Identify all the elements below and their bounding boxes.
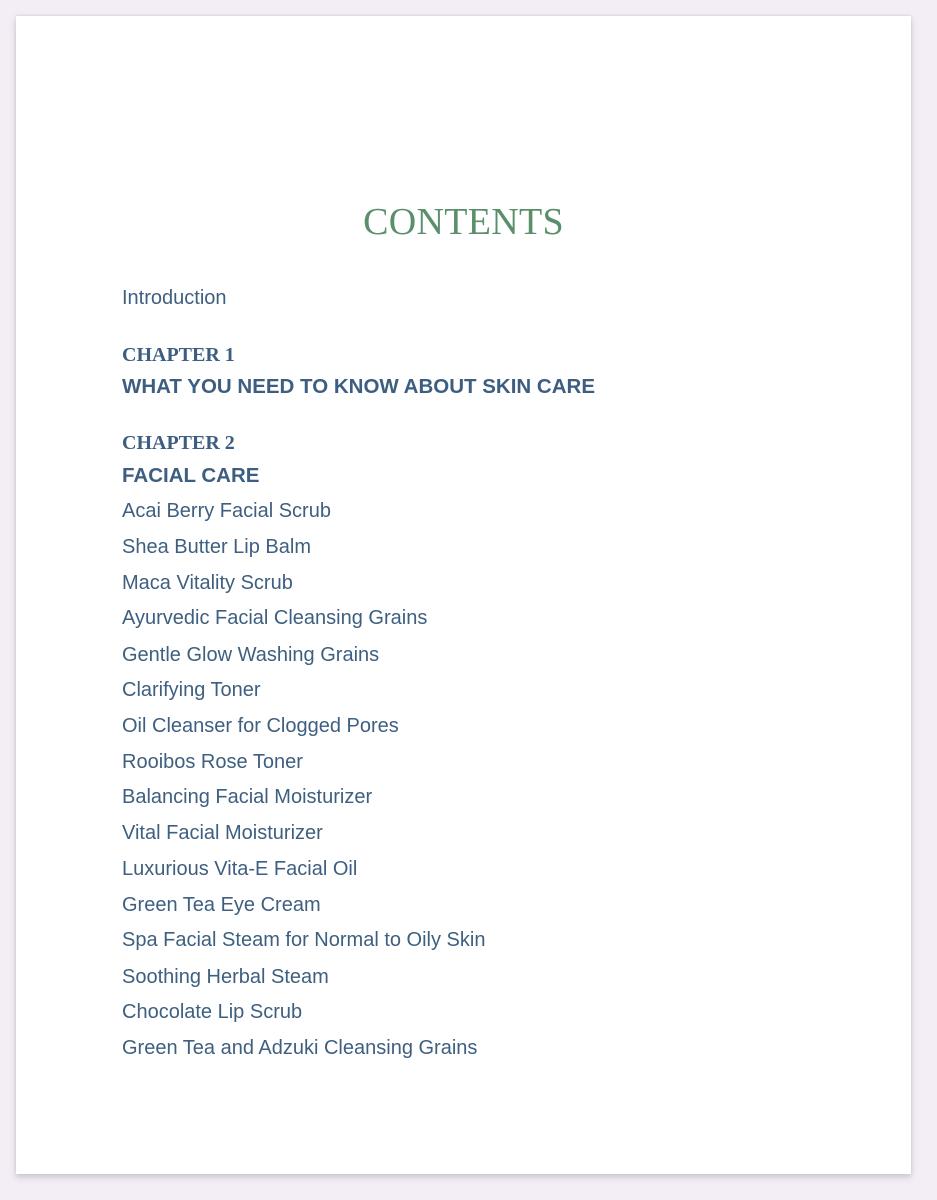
page-title: CONTENTS <box>363 201 564 243</box>
toc-item[interactable]: Shea Butter Lip Balm <box>122 536 311 558</box>
toc-item[interactable]: Maca Vitality Scrub <box>122 572 293 594</box>
toc-chapter-1-title[interactable]: WHAT YOU NEED TO KNOW ABOUT SKIN CARE <box>122 375 596 398</box>
document-page <box>16 16 911 1174</box>
toc-item[interactable]: Gentle Glow Washing Grains <box>122 644 380 666</box>
toc-item[interactable]: Balancing Facial Moisturizer <box>122 786 373 808</box>
toc-item[interactable]: Clarifying Toner <box>122 679 261 701</box>
toc-entry-introduction[interactable]: Introduction <box>122 287 227 309</box>
toc-chapter-2-title[interactable]: FACIAL CARE <box>122 464 260 487</box>
toc-item[interactable]: Acai Berry Facial Scrub <box>122 500 331 522</box>
toc-chapter-1-label[interactable]: CHAPTER 1 <box>122 344 235 366</box>
toc-item[interactable]: Soothing Herbal Steam <box>122 966 329 988</box>
toc-item[interactable]: Green Tea and Adzuki Cleansing Grains <box>122 1037 478 1059</box>
toc-item[interactable]: Luxurious Vita-E Facial Oil <box>122 858 358 880</box>
toc-chapter-2-label[interactable]: CHAPTER 2 <box>122 432 235 454</box>
toc-item[interactable]: Vital Facial Moisturizer <box>122 822 323 844</box>
toc-item[interactable]: Ayurvedic Facial Cleansing Grains <box>122 607 428 629</box>
toc-item[interactable]: Chocolate Lip Scrub <box>122 1001 303 1023</box>
toc-item[interactable]: Spa Facial Steam for Normal to Oily Skin <box>122 929 486 951</box>
toc-item[interactable]: Green Tea Eye Cream <box>122 894 321 916</box>
toc-item[interactable]: Rooibos Rose Toner <box>122 751 303 773</box>
toc-item[interactable]: Oil Cleanser for Clogged Pores <box>122 715 399 737</box>
